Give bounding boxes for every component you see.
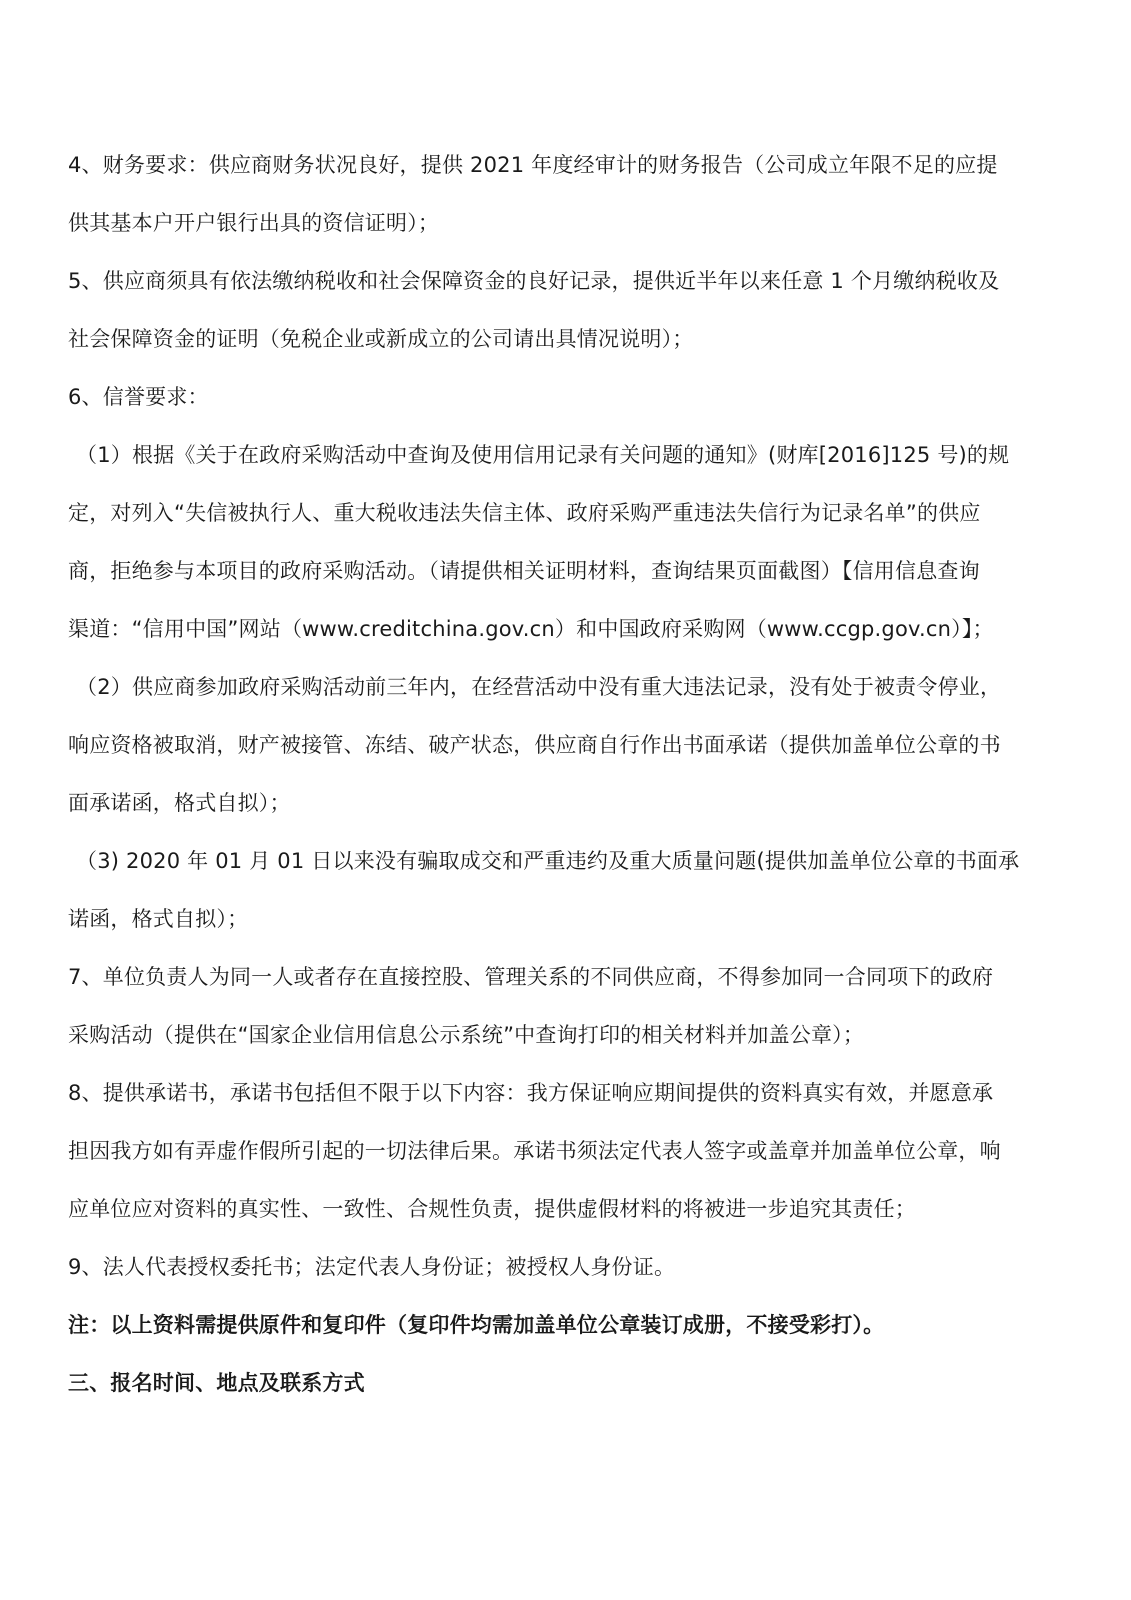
financial-requirement-line-2: 供其基本户开户银行出具的资信证明）； [68, 211, 440, 235]
related-supplier-line-1: 7、单位负责人为同一人或者存在直接控股、管理关系的不同供应商，不得参加同一合同项下的政府 [68, 965, 994, 989]
commitment-letter-line-2: 担因我方如有弄虚作假所引起的一切法律后果。承诺书须法定代表人签字或盖章并加盖单位公章，响 [68, 1139, 1001, 1163]
commitment-letter-line-1: 8、提供承诺书，承诺书包括但不限于以下内容：我方保证响应期间提供的资料真实有效，并愿意承 [68, 1081, 994, 1105]
credit-item-3-line-1: （3) 2020 年 01 月 01 日以来没有骗取成交和严重违约及重大质量问题(提供加盖单位公章的书面承 [76, 849, 1020, 873]
credit-item-1-line-4: 渠道：“信用中国”网站（www.creditchina.gov.cn）和中国政府采购网（www.ccgp.gov.cn）】； [68, 617, 994, 641]
section-three-heading: 三、报名时间、地点及联系方式 [68, 1371, 365, 1395]
authorization-line: 9、法人代表授权委托书；法定代表人身份证；被授权人身份证。 [68, 1255, 676, 1279]
document-body [68, 143, 1058, 1419]
credit-item-3-line-2: 诺函，格式自拟）； [68, 907, 249, 931]
financial-requirement-line-1: 4、财务要求：供应商财务状况良好，提供 2021 年度经审计的财务报告（公司成立年限不足的应提 [68, 153, 998, 177]
commitment-letter-line-3: 应单位应对资料的真实性、一致性、合规性负责，提供虚假材料的将被进一步追究其责任； [68, 1197, 916, 1221]
credit-item-2-line-2: 响应资格被取消，财产被接管、冻结、破产状态，供应商自行作出书面承诺（提供加盖单位公章的书 [68, 733, 1001, 757]
tax-record-line-2: 社会保障资金的证明（免税企业或新成立的公司请出具情况说明）； [68, 327, 694, 351]
related-supplier-line-2: 采购活动（提供在“国家企业信用信息公示系统”中查询打印的相关材料并加盖公章）； [68, 1023, 865, 1047]
credit-item-2-line-1: （2）供应商参加政府采购活动前三年内，在经营活动中没有重大违法记录，没有处于被责令停业， [76, 675, 1002, 699]
note-line: 注：以上资料需提供原件和复印件（复印件均需加盖单位公章装订成册，不接受彩打）。 [68, 1313, 885, 1337]
credit-requirement-heading: 6、信誉要求： [68, 385, 209, 409]
credit-item-1-line-3: 商，拒绝参与本项目的政府采购活动。（请提供相关证明材料，查询结果页面截图）【信用信息查询 [68, 559, 980, 583]
tax-record-line-1: 5、供应商须具有依法缴纳税收和社会保障资金的良好记录，提供近半年以来任意 1 个月缴纳税收及 [68, 269, 1000, 293]
credit-item-1-line-2: 定，对列入“失信被执行人、重大税收违法失信主体、政府采购严重违法失信行为记录名单”的供应 [68, 501, 981, 525]
credit-item-2-line-3: 面承诺函，格式自拟）； [68, 791, 291, 815]
credit-item-1-line-1: （1）根据《关于在政府采购活动中查询及使用信用记录有关问题的通知》(财库[2016]125 号)的规 [76, 443, 1010, 467]
